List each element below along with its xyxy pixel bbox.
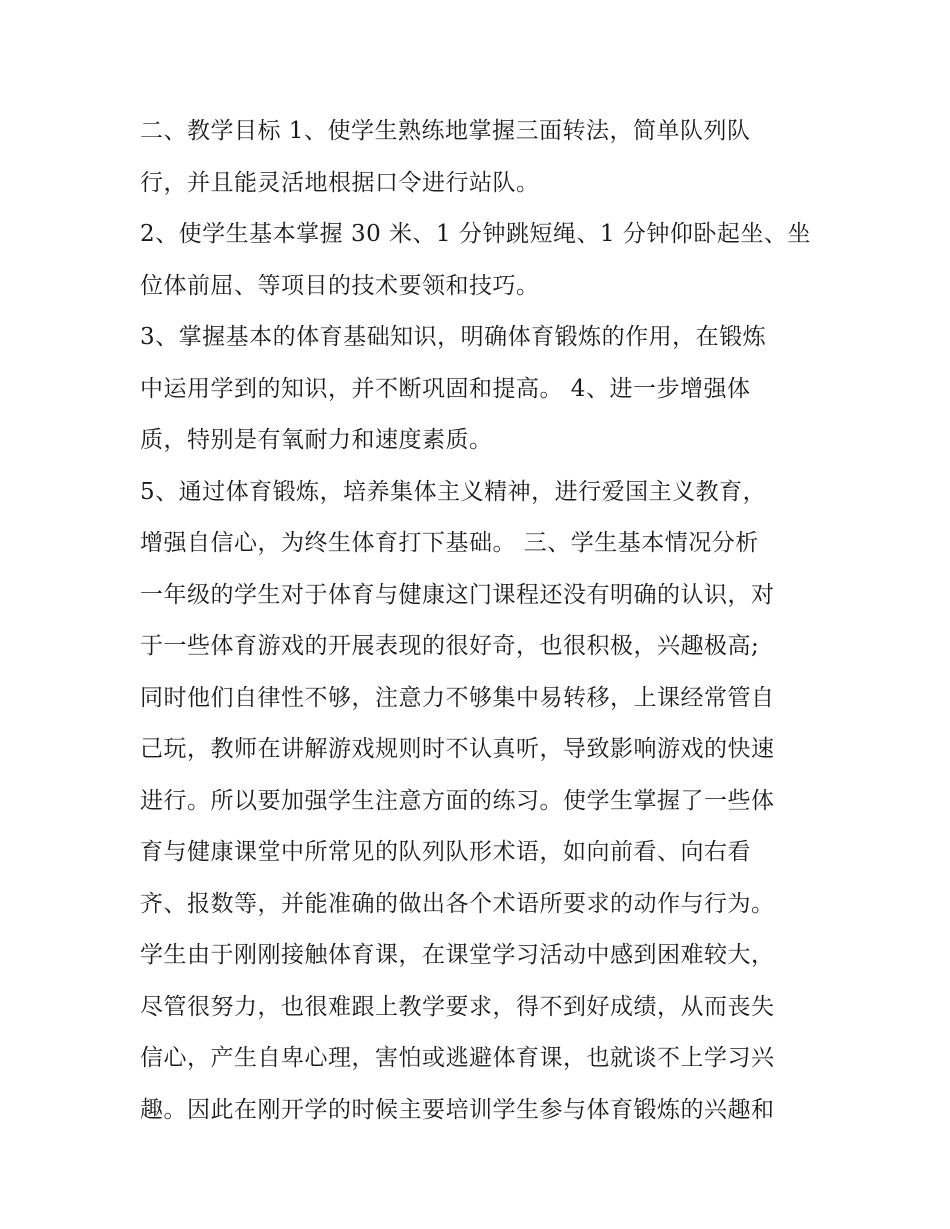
text-line: 育与健康课堂中所常见的队列队形术语，如向前看、向右看 xyxy=(140,839,751,865)
text-line: 行，并且能灵活地根据口令进行站队。 xyxy=(140,169,540,196)
text-line: 齐、报数等，并能准确的做出各个术语所要求的动作与行为。 xyxy=(140,890,775,917)
text-line: 信心，产生自卑心理，害怕或逃避体育课，也就谈不上学习兴 xyxy=(140,1045,775,1071)
text-line: 中运用学到的知识，并不断巩固和提高。 4、进一步增强体 xyxy=(140,375,751,402)
text-line: 5、通过体育锻炼，培养集体主义精神，进行爱国主义教育， xyxy=(140,478,767,505)
text-line: 进行。所以要加强学生注意方面的练习。使学生掌握了一些体 xyxy=(140,787,775,814)
text-line: 己玩，教师在讲解游戏规则时不认真听，导致影响游戏的快速 xyxy=(140,736,775,762)
text-line: 3、掌握基本的体育基础知识，明确体育锻炼的作用，在锻炼 xyxy=(140,324,767,350)
text-line: 尽管很努力，也很难跟上教学要求，得不到好成绩，从而丧失 xyxy=(140,993,775,1020)
text-line: 一年级的学生对于体育与健康这门课程还没有明确的认识，对 xyxy=(140,581,775,608)
text-line: 2、使学生基本掌握 30 米、1 分钟跳短绳、1 分钟仰卧起坐、坐 xyxy=(140,221,811,247)
text-line: 二、教学目标 1、使学生熟练地掌握三面转法，简单队列队 xyxy=(140,118,751,144)
text-line: 于一些体育游戏的开展表现的很好奇，也很积极，兴趣极高; xyxy=(140,633,760,659)
text-line: 同时他们自律性不够，注意力不够集中易转移，上课经常管自 xyxy=(140,684,775,711)
text-line: 质，特别是有氧耐力和速度素质。 xyxy=(140,427,493,453)
text-line: 增强自信心，为终生体育打下基础。 三、学生基本情况分析 xyxy=(140,530,759,556)
text-line: 位体前屈、等项目的技术要领和技巧。 xyxy=(140,272,540,299)
text-line: 趣。因此在刚开学的时候主要培训学生参与体育锻炼的兴趣和 xyxy=(140,1096,775,1123)
body-text xyxy=(140,106,820,1136)
text-line: 学生由于刚刚接触体育课，在课堂学习活动中感到困难较大， xyxy=(140,942,775,968)
